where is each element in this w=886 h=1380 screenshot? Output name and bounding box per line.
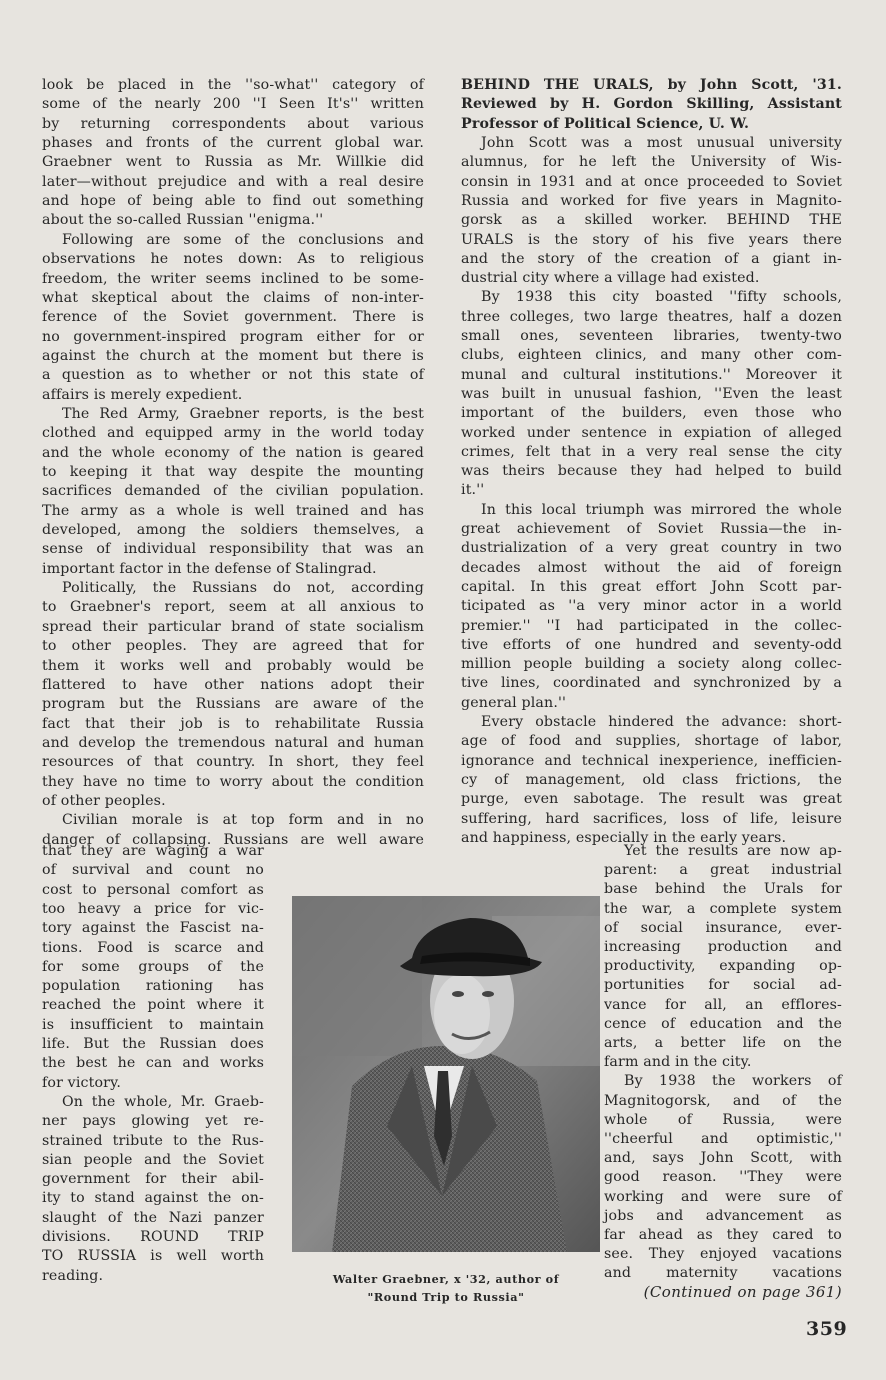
right-column-line: decades almost without the aid of foreign: [461, 559, 842, 576]
left-column-line: later—without prejudice and with a real desire: [42, 173, 424, 190]
right-column-line: Every obstacle hindered the advance: short-: [481, 714, 842, 730]
right-column-line: consin in 1931 and at once proceeded to Soviet: [461, 173, 842, 190]
right-narrow-line: of social insurance, ever-: [604, 919, 842, 936]
left-column-line: some of the nearly 200 ''I Seen It's'' written: [42, 96, 424, 113]
left-column-line: Politically, the Russians do not, according: [62, 580, 424, 597]
right-narrow-line: the war, a complete system: [604, 900, 842, 917]
left-narrow-line: that they are waging a war: [42, 843, 264, 859]
left-column-line: phases and fronts of the current global war.: [42, 135, 424, 152]
left-column-line: them it works well and probably would be: [42, 657, 424, 674]
left-narrow-line: strained tribute to the Rus-: [42, 1132, 264, 1149]
left-narrow-line: slaught of the Nazi panzer: [42, 1209, 264, 1226]
review-heading-line: Professor of Political Science, U. W.: [461, 115, 750, 132]
left-column-line: no government-inspired program either for or: [42, 328, 424, 345]
left-column-line: and develop the tremendous natural and human: [42, 734, 424, 751]
right-column-line: Russia and worked for five years in Magnito-: [461, 192, 842, 209]
left-narrow-line: divisions. ROUND TRIP: [42, 1229, 264, 1245]
right-column-line: worked under sentence in expiation of alleged: [461, 424, 842, 441]
right-column-line: tive efforts of one hundred and seventy-odd: [461, 636, 842, 653]
left-column-line: look be placed in the ''so-what'' category of: [42, 77, 424, 93]
right-column-line: munal and cultural institutions.'' Moreover it: [461, 366, 842, 383]
left-narrow-line: ner pays glowing yet re-: [42, 1113, 264, 1130]
left-column-line: ference of the Soviet government. There is: [42, 309, 424, 326]
right-column-line: million people building a society along collec-: [461, 656, 842, 673]
right-column-line: and happiness, especially in the early years.: [461, 829, 787, 846]
right-narrow-line: parent: a great industrial: [604, 862, 842, 879]
left-column-line: Civilian morale is at top form and in no: [62, 812, 424, 829]
left-narrow-line: the best he can and works: [42, 1055, 264, 1072]
left-column-line: affairs is merely expedient.: [42, 386, 243, 403]
right-narrow-line: arts, a better life on the: [604, 1035, 842, 1051]
right-narrow-line: ''cheerful and optimistic,'': [604, 1131, 842, 1147]
right-narrow-line: base behind the Urals for: [604, 881, 842, 898]
left-column-line: freedom, the writer seems inclined to be some-: [42, 270, 424, 287]
left-column-line: The Red Army, Graebner reports, is the best: [62, 405, 424, 422]
right-column-line: capital. In this great effort John Scott par-: [461, 578, 842, 595]
left-column-line: developed, among the soldiers themselves, a: [42, 522, 424, 539]
left-column-line: and the whole economy of the nation is geared: [42, 444, 424, 461]
left-column-line: and hope of being able to find out something: [42, 193, 424, 210]
left-column-line: Graebner went to Russia as Mr. Willkie did: [42, 154, 424, 171]
left-column-line: to Graebner's report, seem at all anxious to: [42, 599, 424, 616]
right-column-line: it.'': [461, 482, 485, 499]
left-narrow-line: cost to personal comfort as: [42, 881, 264, 898]
right-column-line: general plan.'': [461, 694, 567, 711]
left-narrow-line: tory against the Fascist na-: [42, 920, 264, 937]
left-column-line: of other peoples.: [42, 792, 166, 809]
right-narrow-line: productivity, expanding op-: [604, 958, 842, 975]
left-narrow-line: TO RUSSIA is well worth: [42, 1248, 264, 1265]
left-narrow-line: life. But the Russian does: [42, 1036, 264, 1052]
left-narrow-line: tions. Food is scarce and: [42, 939, 264, 956]
left-narrow-line: government for their abil-: [42, 1171, 264, 1188]
right-narrow-line: By 1938 the workers of: [624, 1073, 842, 1090]
right-narrow-line: far ahead as they cared to: [604, 1227, 842, 1243]
left-narrow-line: for some groups of the: [42, 958, 264, 975]
left-column-line: a question as to whether or not this state of: [42, 367, 424, 384]
left-column-line: danger of collapsing. Russians are well aware: [42, 831, 424, 848]
right-column-line: gorsk as a skilled worker. BEHIND THE: [461, 212, 842, 229]
right-column-line: cy of management, old class frictions, the: [461, 771, 842, 788]
left-column-line: against the church at the moment but there is: [42, 347, 424, 364]
right-narrow-line: good reason. ''They were: [604, 1169, 842, 1186]
right-column-line: was theirs because they had helped to build: [461, 463, 842, 480]
left-column-line: sacrifices demanded of the civilian population.: [42, 483, 424, 500]
left-column-line: about the so-called Russian ''enigma.'': [42, 212, 324, 229]
portrait-photo: [292, 896, 600, 1252]
left-column-line: by returning correspondents about various: [42, 115, 424, 132]
right-column-line: important of the builders, even those who: [461, 405, 842, 422]
left-narrow-line: sian people and the Soviet: [42, 1151, 264, 1168]
continued-note: (Continued on page 361): [643, 1283, 842, 1301]
left-narrow-line: population rationing has: [42, 978, 264, 995]
left-column-line: to other peoples. They are agreed that for: [42, 638, 424, 655]
right-column-line: tive lines, coordinated and synchronized by a: [461, 675, 842, 692]
right-column-line: premier.'' ''I had participated in the collec-: [461, 617, 842, 634]
right-column-line: suffering, hard sacrifices, loss of life, leisure: [461, 810, 842, 827]
right-column-line: John Scott was a most unusual university: [481, 135, 842, 151]
left-column-line: to keeping it that way despite the mounting: [42, 464, 424, 480]
left-column-line: resources of that country. In short, they feel: [42, 754, 424, 771]
right-column-line: In this local triumph was mirrored the whole: [481, 501, 842, 518]
left-column-line: fact that their job is to rehabilitate Russia: [42, 715, 424, 732]
right-narrow-line: whole of Russia, were: [604, 1111, 842, 1128]
left-column-line: program but the Russians are aware of the: [42, 696, 424, 713]
left-column-line: Following are some of the conclusions and: [62, 231, 424, 248]
page-number: 359: [806, 1318, 848, 1340]
left-column-line: clothed and equipped army in the world today: [42, 425, 424, 442]
left-narrow-line: too heavy a price for vic-: [42, 900, 264, 917]
right-column-line: small ones, seventeen libraries, twenty-two: [461, 328, 842, 344]
right-narrow-line: see. They enjoyed vacations: [604, 1246, 842, 1263]
right-narrow-line: jobs and advancement as: [604, 1207, 842, 1224]
photo-caption-line: "Round Trip to Russia": [367, 1290, 525, 1304]
left-narrow-line: ity to stand against the on-: [42, 1190, 264, 1207]
left-narrow-line: reached the point where it: [42, 997, 264, 1014]
left-narrow-line: for victory.: [42, 1074, 122, 1091]
portrait-photo-art: [292, 896, 600, 1252]
left-column-line: important factor in the defense of Stalingrad.: [42, 560, 377, 577]
right-column-line: clubs, eighteen clinics, and many other com-: [461, 347, 842, 364]
right-narrow-line: and maternity vacations: [604, 1265, 842, 1282]
right-narrow-line: farm and in the city.: [604, 1054, 752, 1071]
right-narrow-line: portunities for social ad-: [604, 977, 842, 994]
right-column-line: three colleges, two large theatres, half a dozen: [461, 308, 842, 325]
left-column-line: spread their particular brand of state socialism: [42, 618, 424, 635]
right-column-line: ticipated as ''a very minor actor in a world: [461, 598, 842, 615]
left-narrow-line: reading.: [42, 1267, 104, 1284]
right-narrow-line: vance for all, an efflores-: [604, 996, 842, 1013]
photo-caption-line: Walter Graebner, x '32, author of: [332, 1272, 560, 1286]
right-column-line: age of food and supplies, shortage of labor,: [461, 733, 842, 750]
right-column-line: purge, even sabotage. The result was great: [461, 791, 842, 808]
review-heading-line: Reviewed by H. Gordon Skilling, Assistant: [461, 96, 842, 113]
left-column-line: sense of individual responsibility that was an: [42, 541, 424, 558]
right-column-line: crimes, felt that in a very real sense the city: [461, 443, 842, 460]
right-column-line: dustrialization of a very great country in two: [461, 540, 842, 557]
right-narrow-line: working and were sure of: [604, 1188, 842, 1205]
right-column-line: alumnus, for he left the University of Wis-: [461, 154, 842, 171]
right-column-line: and the story of the creation of a giant in-: [461, 250, 842, 267]
right-column-line: By 1938 this city boasted ''fifty schools,: [481, 289, 842, 306]
right-column-line: URALS is the story of his five years there: [461, 231, 842, 248]
right-column-line: was built in unusual fashion, ''Even the least: [461, 385, 842, 402]
review-heading-line: BEHIND THE URALS, by John Scott, '31.: [461, 77, 842, 93]
right-narrow-line: Magnitogorsk, and of the: [604, 1092, 842, 1109]
left-narrow-line: of survival and count no: [42, 862, 264, 879]
right-narrow-line: cence of education and the: [604, 1015, 842, 1032]
right-column-line: great achievement of Soviet Russia—the in-: [461, 521, 842, 537]
left-column-line: what skeptical about the claims of non-inter-: [42, 289, 424, 306]
right-narrow-line: and, says John Scott, with: [604, 1150, 842, 1167]
right-narrow-line: increasing production and: [604, 939, 842, 955]
right-column-line: ignorance and technical inexperience, inefficien-: [461, 752, 842, 769]
left-column-line: The army as a whole is well trained and has: [42, 502, 424, 519]
right-column-line: dustrial city where a village had existed.: [461, 270, 760, 287]
left-column-line: observations he notes down: As to religious: [42, 251, 424, 268]
left-column-line: flattered to have other nations adopt their: [42, 676, 424, 693]
left-column-line: they have no time to worry about the condition: [42, 773, 424, 790]
right-narrow-line: Yet the results are now ap-: [624, 843, 842, 859]
left-narrow-line: is insufficient to maintain: [42, 1016, 264, 1033]
left-narrow-line: On the whole, Mr. Graeb-: [62, 1093, 264, 1110]
